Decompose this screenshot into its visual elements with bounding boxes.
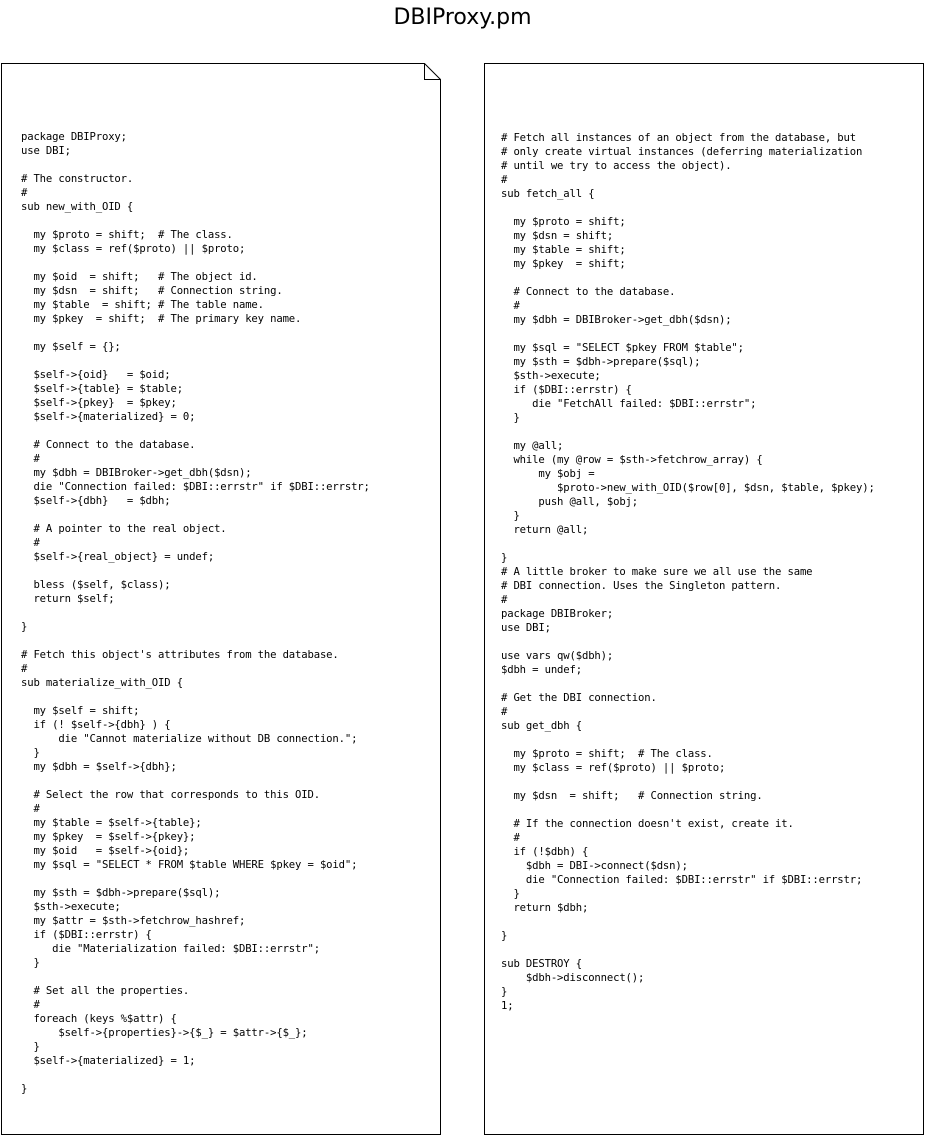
page-title: DBIProxy.pm [393, 5, 532, 30]
code-listing-right: # Fetch all instances of an object from the database, but # only create virtual instances (deferring materialization # until we try to access the object). # sub fetch_all { my $proto = shift; my $dsn = shift; my $table = shift; my $pkey = shift; # Connect to the database. # my $dbh = DBIBroker->get_dbh($dsn); my $sql = "SELECT $pkey FROM $table"; my $sth = $dbh->prepare($sql); $sth->execute; if ($DBI::errstr) { die "FetchAll failed: $DBI::errstr"; } my @all; while (my @row = $sth->fetchrow_array) { my $obj = $proto->new_with_OID($row[0], $dsn, $table, $pkey); push @all, $obj; } return @all; } # A little broker to make sure we all use the same # DBI connection. Uses the Singleton pattern. # package DBIBroker; use DBI; use vars qw($dbh); $dbh = undef; # Get the DBI connection. # sub get_dbh { my $proto = shift; # The class. my $class = ref($proto) || $proto; my $dsn = shift; # Connection string. # If the connection doesn't exist, create it. # if (!$dbh) { $dbh = DBI->connect($dsn); die "Connection failed: $DBI::errstr" if $DBI::errstr; } return $dbh; } sub DESTROY { $dbh->disconnect(); } 1; [501, 132, 875, 1012]
code-listing-left: package DBIProxy; use DBI; # The constructor. # sub new_with_OID { my $proto = shift; # The class. my $class = ref($proto) || $proto; my $oid = shift; # The object id. my $dsn = shift; # Connection string. my $table = shift; # The table name. my $pkey = shift; # The primary key name. my $self = {}; $self->{oid} = $oid; $self->{table} = $table; $self->{pkey} = $pkey; $self->{materialized} = 0; # Connect to the database. # my $dbh = DBIBroker->get_dbh($dsn); die "Connection failed: $DBI::errstr" if $DBI::errstr; $self->{dbh} = $dbh; # A pointer to the real object. # $self->{real_object} = undef; bless ($self, $class); return $self; } # Fetch this object's attributes from the database. # sub materialize_with_OID { my $self = shift; if (! $self->{dbh} ) { die "Cannot materialize without DB connection."; } my $dbh = $self->{dbh}; # Select the row that corresponds to this OID. # my $table = $self->{table}; my $pkey = $self->{pkey}; my $oid = $self->{oid}; my $sql = "SELECT * FROM $table WHERE $pkey = $oid"; my $sth = $dbh->prepare($sql); $sth->execute; my $attr = $sth->fetchrow_hashref; if ($DBI::errstr) { die "Materialization failed: $DBI::errstr"; } # Set all the properties. # foreach (keys %$attr) { $self->{properties}->{$_} = $attr->{$_}; } $self->{materialized} = 1; } [21, 131, 370, 1095]
code-page-right [484, 63, 924, 1135]
code-page-left [1, 63, 441, 1135]
